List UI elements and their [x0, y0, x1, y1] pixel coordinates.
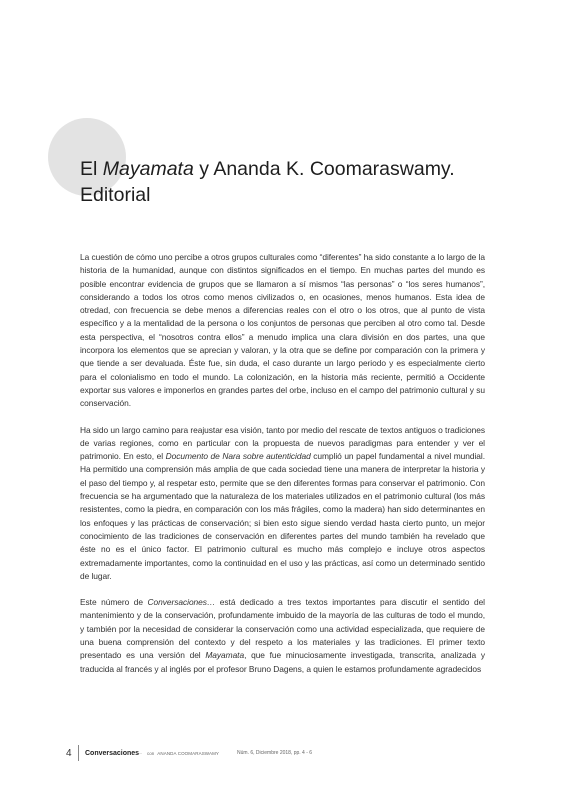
paragraph-italic-text: Documento de Nara sobre autenticidad: [165, 451, 311, 462]
issue-info: Núm. 6, Diciembre 2018, pp. 4 - 6: [237, 750, 313, 756]
paragraph-text: La cuestión de cómo uno percibe a otros grupos culturales como “diferentes” ha sido constante a lo largo de la historia de la humanidad, aunque con distintos significados en el tiempo. En muchas partes del mundo es posible encontrar evidencia de grupos que se llamaron a sí mismos “las personas” o “los seres humanos”, considerando a todos los otros como menos civilizados o, en ocasiones, menos humanos. Esta idea de otredad, con frecuencia se debe menos a diferencias reales con el otro o los otros, que al punto de vista específico y a la mentalidad de la persona o los conjuntos de personas que perciben al otro como tal. Desde esta perspectiva, el “nosotros contra ellos” a menudo implica una clara división en dos partes, una que incorpora los elementos que se aprecian y valoran, y la otra que se define por comparación con la primera y que tiende a ser devaluada. Éste fue, sin duda, el caso durante un largo periodo y es especialmente cierto para el colonialismo en todo el mundo. La colonización, en la historia más reciente, permitió a Occidente exportar sus valores e imponerlos en grandes partes del orbe, incluso en el campo del patrimonio cultural y su conservación.: [80, 252, 485, 409]
paragraph: [80, 424, 485, 584]
paragraph-text: , que fue minuciosamente investigada, transcrita, analizada y traducida al francés y al inglés por el profesor Bruno Dagens, a quien le estamos profundamente agradecidos: [80, 650, 485, 674]
page-title: [80, 156, 500, 208]
title-prefix: El: [80, 158, 103, 180]
title-line-1: [80, 156, 500, 182]
page-footer: [66, 746, 486, 760]
paragraph: [80, 251, 485, 411]
paragraph-text: Este número de: [80, 597, 148, 608]
paragraph-italic-text: Conversaciones…: [147, 597, 216, 608]
footer-divider: [78, 745, 79, 761]
title-line-2: Editorial: [80, 184, 151, 206]
title-suffix: y Ananda K. Coomaraswamy.: [193, 158, 455, 180]
paragraph-text: cumplió un papel fundamental a nivel mundial. Ha permitido una comprensión más amplia de que cada sociedad tiene una manera de interpretar la historia y el paso del tiempo y, al respetar esto, permite que se den diferentes formas para conservar el patrimonio. Con frecuencia se ha argumentado que la naturaleza de los materiales utilizados en el patrimonio cultural (los más resistentes, como la piedra, en comparación con los más frágiles, como la madera) han sido determinantes en los enfoques y las prácticas de conservación; si bien esto sigue siendo verdad hasta cierto punto, un mejor conocimiento de las tradiciones de conservación en diferentes partes del mundo también ha revelado que éste no es el único factor. El patrimonio cultural es mucho más complejo e incluye otros aspectos extremadamente importantes, como la continuidad en el uso y las prácticas, así como un determinado sentido de lugar.: [80, 451, 485, 581]
journal-name-suffix: ...: [139, 751, 143, 755]
paragraph-italic-text: Mayamata: [205, 650, 245, 661]
title-italic: Mayamata: [102, 158, 194, 180]
editorial-body: [80, 251, 485, 689]
page-number: 4: [66, 747, 72, 759]
journal-name: Conversaciones: [85, 749, 140, 757]
footer-with: con: [147, 750, 155, 756]
paragraph-text: está dedicado a tres textos importantes para discutir el sentido del mantenimiento y de la conservación, profundamente imbuido de la mayoría de las culturas de todo el mundo, y también por la necesidad de considerar la conservación como una actividad especializada, que requiere de una buena comprensión del contexto y del respeto a los materiales y las tradiciones. El primer texto presentado es una versión del: [80, 597, 485, 661]
paragraph-text: Ha sido un largo camino para reajustar esa visión, tanto por medio del rescate de textos antiguos o tradiciones de varias regiones, como en particular con la propuesta de nuevos paradigmas para entender y ver el patrimonio. En esto, el: [80, 424, 485, 462]
footer-author: ANANDA COOMARASWAMY: [157, 750, 220, 756]
paragraph: [80, 596, 485, 676]
